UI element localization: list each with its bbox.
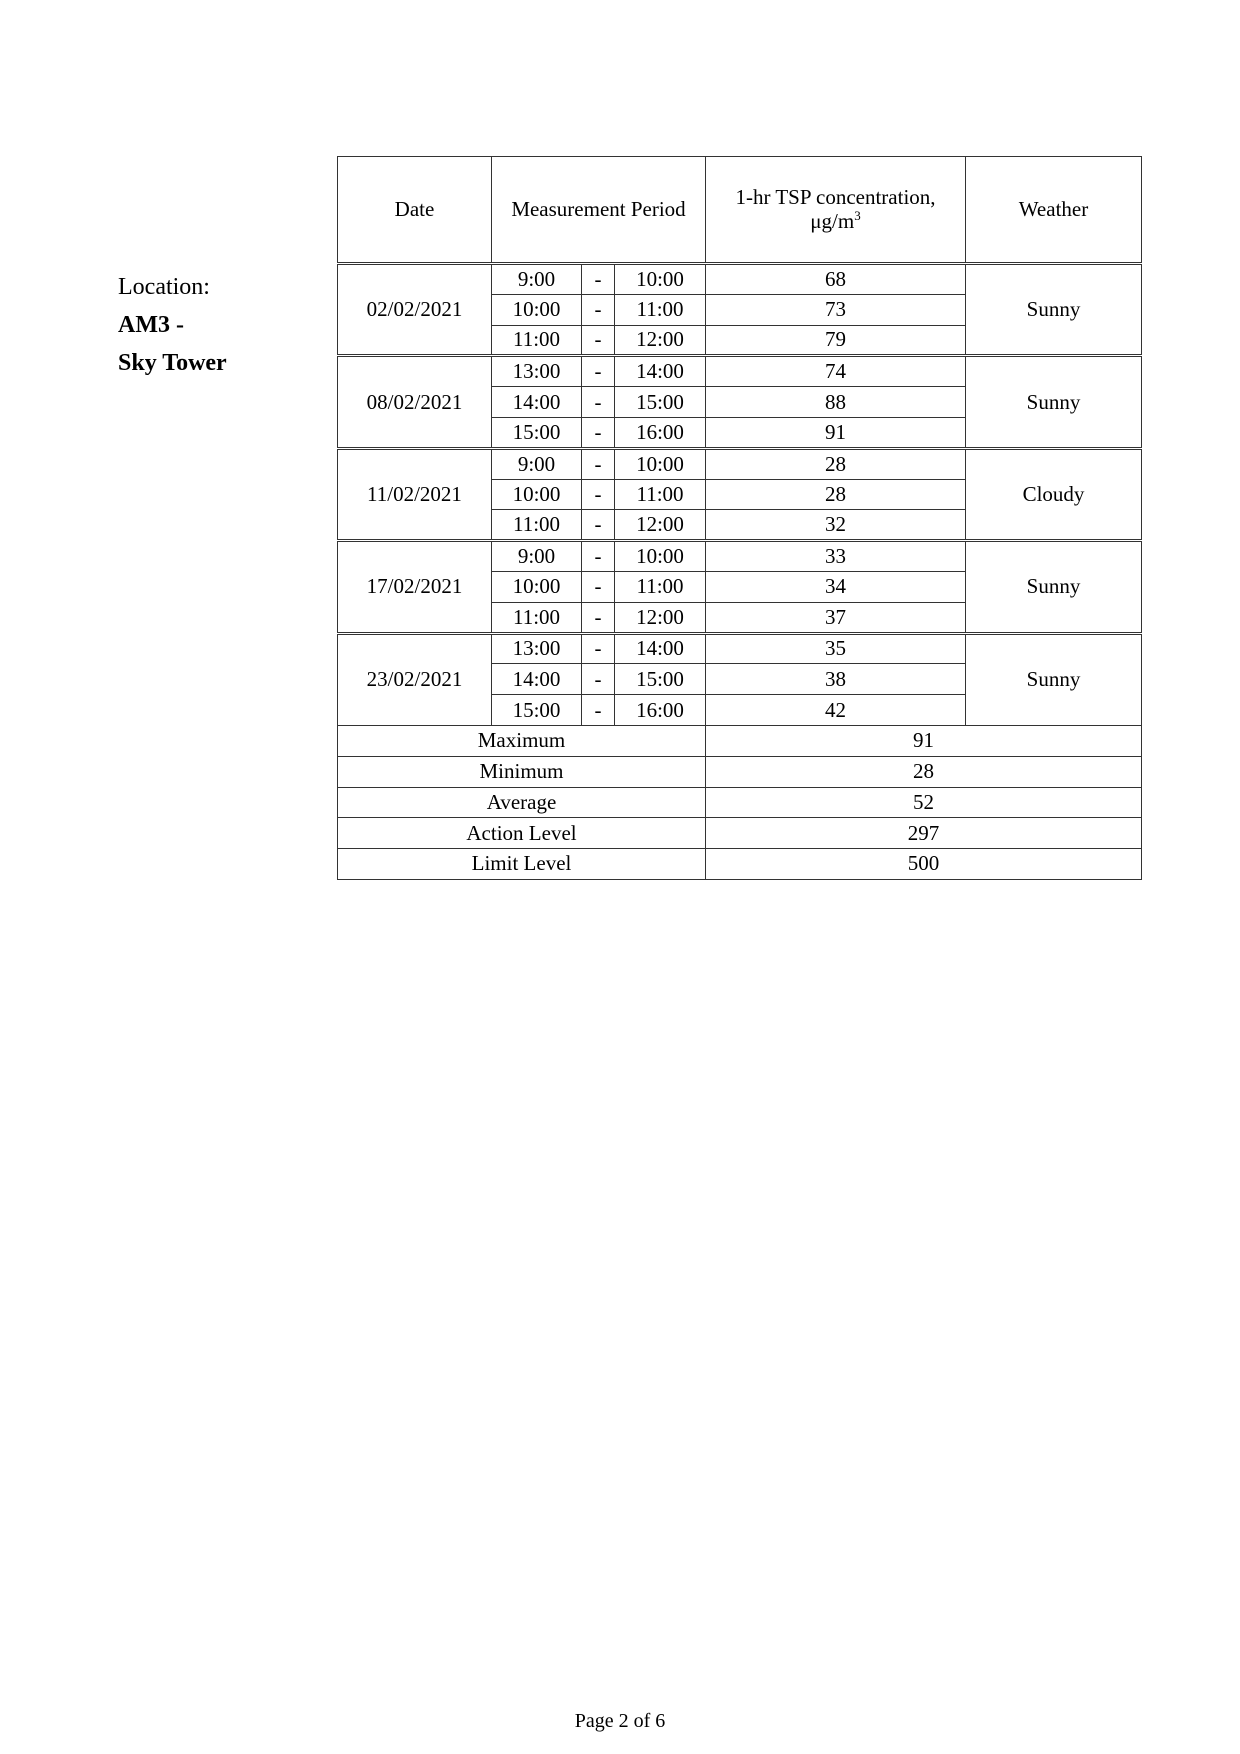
concentration-cell: 34 — [706, 571, 966, 602]
period-separator-cell: - — [582, 633, 615, 664]
date-cell: 11/02/2021 — [338, 448, 492, 540]
date-cell: 08/02/2021 — [338, 356, 492, 448]
concentration-cell: 33 — [706, 541, 966, 572]
period-start-cell: 13:00 — [492, 633, 582, 664]
summary-label-cell: Minimum — [338, 756, 706, 787]
period-start-cell: 11:00 — [492, 602, 582, 633]
weather-cell: Cloudy — [966, 448, 1142, 540]
weather-cell: Sunny — [966, 264, 1142, 356]
period-separator-cell: - — [582, 387, 615, 418]
period-separator-cell: - — [582, 417, 615, 448]
page-number: Page 2 of 6 — [574, 1710, 666, 1732]
period-start-cell: 9:00 — [492, 448, 582, 479]
period-end-cell: 12:00 — [615, 510, 706, 541]
weather-cell: Sunny — [966, 356, 1142, 448]
concentration-cell: 73 — [706, 294, 966, 325]
location-label: Location: — [118, 274, 210, 300]
period-separator-cell: - — [582, 695, 615, 726]
period-start-cell: 9:00 — [492, 541, 582, 572]
period-end-cell: 10:00 — [615, 541, 706, 572]
date-cell: 17/02/2021 — [338, 541, 492, 633]
summary-label-cell: Limit Level — [338, 849, 706, 880]
period-end-cell: 15:00 — [615, 664, 706, 695]
summary-value-cell: 297 — [706, 818, 1142, 849]
period-start-cell: 10:00 — [492, 479, 582, 510]
period-start-cell: 14:00 — [492, 664, 582, 695]
period-end-cell: 11:00 — [615, 294, 706, 325]
period-end-cell: 11:00 — [615, 479, 706, 510]
header-concentration-unit: μg/m — [810, 209, 855, 233]
period-separator-cell: - — [582, 571, 615, 602]
period-start-cell: 14:00 — [492, 387, 582, 418]
period-end-cell: 12:00 — [615, 325, 706, 356]
concentration-cell: 68 — [706, 264, 966, 295]
tsp-table — [337, 156, 1142, 880]
concentration-cell: 42 — [706, 695, 966, 726]
period-start-cell: 11:00 — [492, 325, 582, 356]
location-site: Sky Tower — [118, 350, 227, 376]
period-separator-cell: - — [582, 510, 615, 541]
period-separator-cell: - — [582, 479, 615, 510]
summary-row — [338, 787, 1142, 818]
table-row — [338, 633, 1142, 664]
concentration-cell: 32 — [706, 510, 966, 541]
weather-cell: Sunny — [966, 633, 1142, 725]
location-code: AM3 - — [118, 312, 184, 338]
summary-value-cell: 500 — [706, 849, 1142, 880]
header-weather: Weather — [966, 157, 1142, 264]
period-start-cell: 10:00 — [492, 571, 582, 602]
concentration-cell: 37 — [706, 602, 966, 633]
period-start-cell: 15:00 — [492, 417, 582, 448]
summary-label-cell: Action Level — [338, 818, 706, 849]
period-end-cell: 12:00 — [615, 602, 706, 633]
table-row — [338, 448, 1142, 479]
period-end-cell: 14:00 — [615, 633, 706, 664]
summary-label-cell: Average — [338, 787, 706, 818]
summary-row — [338, 725, 1142, 756]
location-block — [118, 268, 227, 382]
concentration-cell: 91 — [706, 417, 966, 448]
table-row — [338, 264, 1142, 295]
period-end-cell: 16:00 — [615, 417, 706, 448]
period-end-cell: 16:00 — [615, 695, 706, 726]
period-separator-cell: - — [582, 448, 615, 479]
period-end-cell: 10:00 — [615, 264, 706, 295]
period-separator-cell: - — [582, 325, 615, 356]
header-row — [338, 157, 1142, 264]
summary-value-cell: 91 — [706, 725, 1142, 756]
period-end-cell: 11:00 — [615, 571, 706, 602]
concentration-cell: 28 — [706, 479, 966, 510]
date-cell: 23/02/2021 — [338, 633, 492, 725]
period-separator-cell: - — [582, 294, 615, 325]
period-separator-cell: - — [582, 602, 615, 633]
summary-row — [338, 818, 1142, 849]
header-concentration — [706, 157, 966, 264]
weather-cell: Sunny — [966, 541, 1142, 633]
summary-row — [338, 756, 1142, 787]
period-start-cell: 15:00 — [492, 695, 582, 726]
period-separator-cell: - — [582, 664, 615, 695]
concentration-cell: 74 — [706, 356, 966, 387]
summary-value-cell: 28 — [706, 756, 1142, 787]
header-period: Measurement Period — [492, 157, 706, 264]
period-start-cell: 10:00 — [492, 294, 582, 325]
header-concentration-unit-sup: 3 — [854, 208, 861, 223]
summary-value-cell: 52 — [706, 787, 1142, 818]
summary-row — [338, 849, 1142, 880]
header-concentration-label: 1-hr TSP concentration, — [735, 184, 936, 209]
summary-label-cell: Maximum — [338, 725, 706, 756]
table-body — [338, 264, 1142, 880]
period-start-cell: 13:00 — [492, 356, 582, 387]
header-date: Date — [338, 157, 492, 264]
concentration-cell: 79 — [706, 325, 966, 356]
concentration-cell: 35 — [706, 633, 966, 664]
period-start-cell: 11:00 — [492, 510, 582, 541]
concentration-cell: 88 — [706, 387, 966, 418]
concentration-cell: 38 — [706, 664, 966, 695]
period-separator-cell: - — [582, 356, 615, 387]
period-end-cell: 10:00 — [615, 448, 706, 479]
period-separator-cell: - — [582, 541, 615, 572]
period-end-cell: 15:00 — [615, 387, 706, 418]
table-row — [338, 541, 1142, 572]
period-separator-cell: - — [582, 264, 615, 295]
table-row — [338, 356, 1142, 387]
period-start-cell: 9:00 — [492, 264, 582, 295]
period-end-cell: 14:00 — [615, 356, 706, 387]
concentration-cell: 28 — [706, 448, 966, 479]
date-cell: 02/02/2021 — [338, 264, 492, 356]
